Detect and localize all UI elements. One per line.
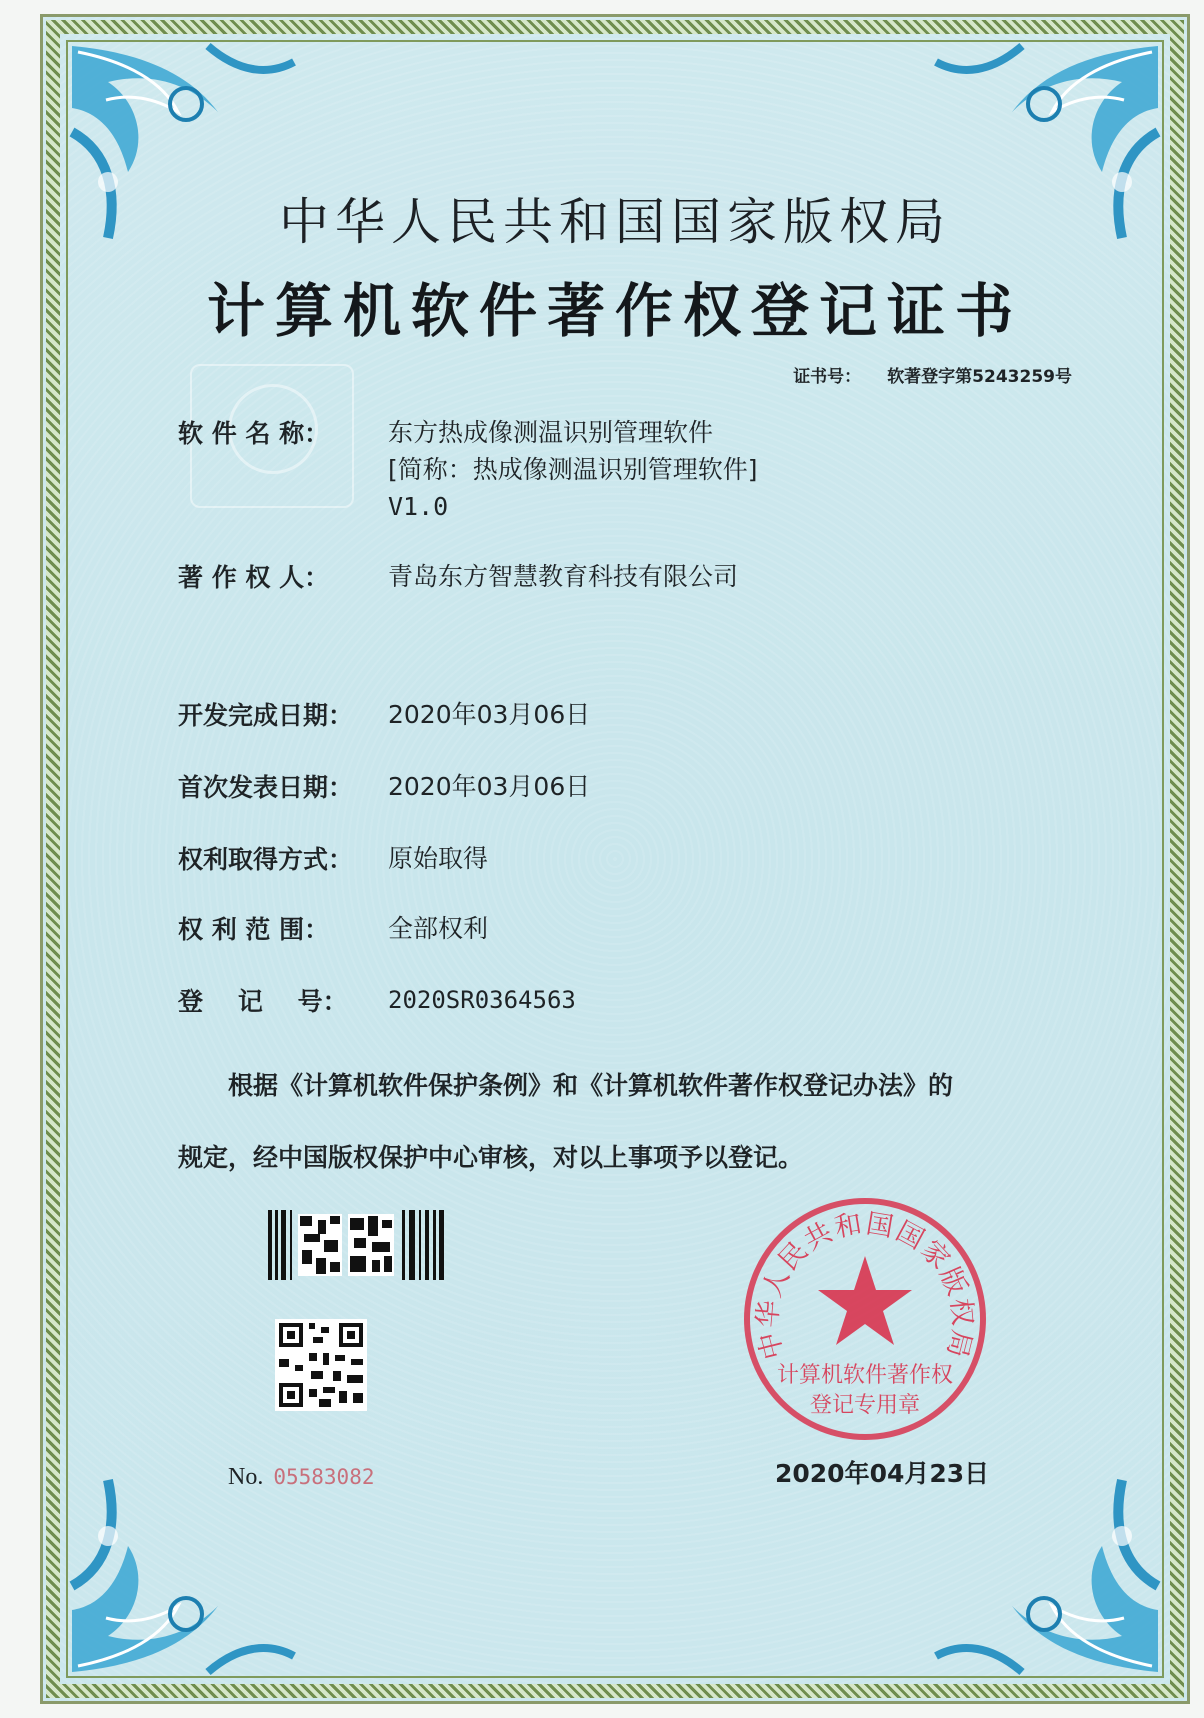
certificate-number xyxy=(793,362,1072,387)
certificate xyxy=(40,14,1190,1704)
field-value: 2020年03月06日 xyxy=(388,772,591,801)
field-software-name xyxy=(178,414,758,525)
certificate-number-label: 证书号： xyxy=(793,367,862,387)
barcode xyxy=(268,1210,444,1280)
field-value: 2020年03月06日 xyxy=(388,700,591,729)
field-label: 权利取得方式： xyxy=(178,845,354,874)
statement-line-1: 根据《计算机软件保护条例》和《计算机软件著作权登记办法》的 xyxy=(228,1071,954,1100)
field-first-publish-date xyxy=(178,768,590,805)
field-acquisition-method xyxy=(178,840,488,877)
field-label: 著 作 权 人： xyxy=(178,563,330,592)
field-value: 全部权利 xyxy=(388,914,489,943)
field-label: 开发完成日期： xyxy=(178,701,354,730)
field-label: 登 记 号： xyxy=(178,987,348,1016)
certificate-title: 计算机软件著作权登记证书 xyxy=(206,277,1023,345)
issue-date: 2020年04月23日 xyxy=(775,1459,990,1488)
field-label: 权 利 范 围： xyxy=(178,915,330,944)
field-registration-no xyxy=(178,982,576,1019)
seal-center-line-1: 计算机软件著作权 xyxy=(776,1363,954,1388)
qr-code xyxy=(275,1319,367,1411)
serial-number xyxy=(228,1464,375,1491)
field-label: 首次发表日期： xyxy=(178,773,354,802)
field-rights-scope xyxy=(178,910,488,947)
star-icon xyxy=(818,1256,912,1345)
field-value: 2020SR0364563 xyxy=(388,986,576,1014)
serial-value: 05583082 xyxy=(273,1465,375,1489)
seal-center-line-2: 登记专用章 xyxy=(809,1393,921,1418)
software-name-line-3: V1.0 xyxy=(388,492,449,521)
field-dev-complete-date xyxy=(178,696,590,733)
official-seal xyxy=(740,1194,990,1444)
certificate-number-value: 软著登字第5243259号 xyxy=(887,367,1072,387)
issuing-authority: 中华人民共和国国家版权局 xyxy=(279,193,951,251)
seal-ring-text: 中华人民共和国国家版权局 xyxy=(752,1208,978,1363)
field-label: 软 件 名 称： xyxy=(178,419,330,448)
software-name-line-1: 东方热成像测温识别管理软件 xyxy=(388,418,714,447)
field-value: 青岛东方智慧教育科技有限公司 xyxy=(388,562,739,591)
statement-line-2: 规定，经中国版权保护中心审核，对以上事项予以登记。 xyxy=(178,1143,804,1172)
software-name-line-2: [简称：热成像测温识别管理软件] xyxy=(388,455,758,484)
corner-ornament-bottom-right xyxy=(932,1476,1162,1676)
field-copyright-owner xyxy=(178,558,738,595)
serial-label: No. xyxy=(228,1464,264,1490)
corner-ornament-bottom-left xyxy=(68,1476,298,1676)
field-value: 原始取得 xyxy=(388,844,489,873)
